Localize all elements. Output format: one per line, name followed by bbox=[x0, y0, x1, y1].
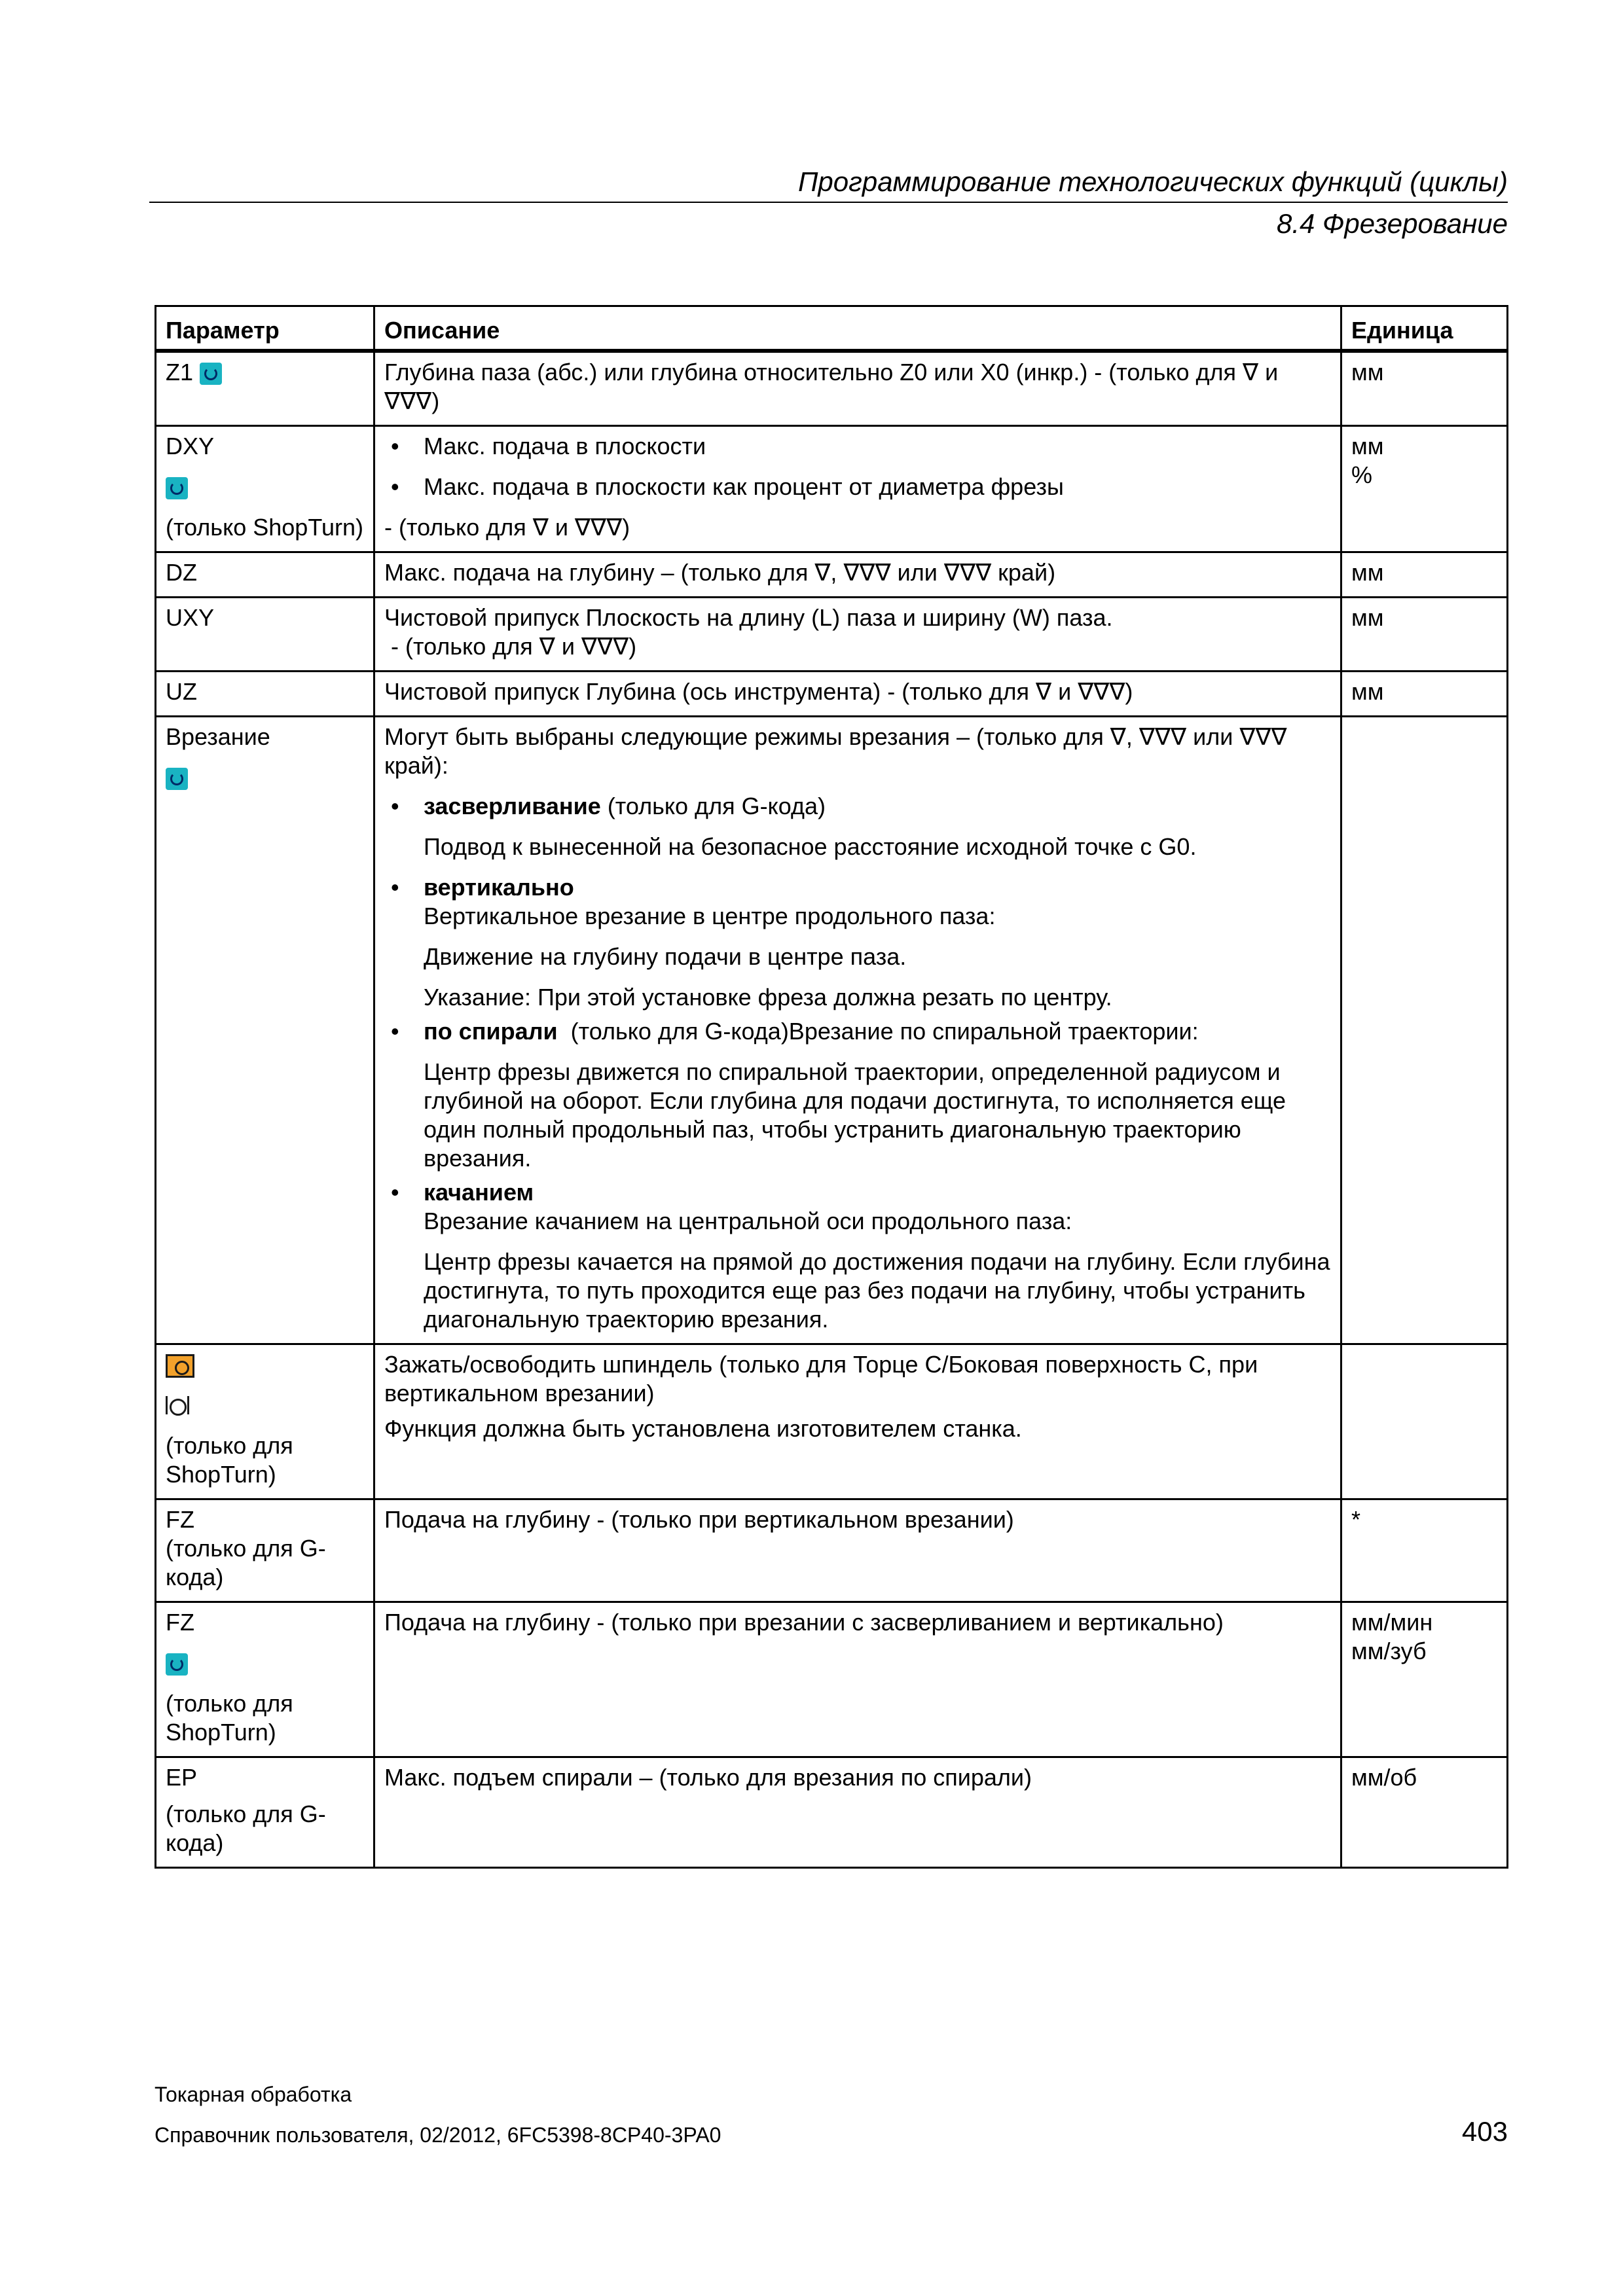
unit-cell bbox=[1341, 1602, 1508, 1757]
param-cell bbox=[156, 1344, 374, 1499]
unit-value: % bbox=[1351, 461, 1373, 488]
footer-document-reference: Справочник пользователя, 02/2012, 6FC5398-8CP40-3PA0 bbox=[155, 2123, 721, 2147]
table-row bbox=[156, 1757, 1508, 1868]
description-cell: Макс. подъем спирали – (только для врезания по спирали) bbox=[374, 1757, 1341, 1868]
column-header-param: Параметр bbox=[156, 306, 374, 351]
param-note: (только для ShopTurn) bbox=[166, 1432, 293, 1488]
shopturn-cycle-icon bbox=[166, 1653, 188, 1676]
mode-title: качанием bbox=[424, 1179, 534, 1206]
unit-value: мм bbox=[1351, 433, 1384, 459]
unit-cell: * bbox=[1341, 1499, 1508, 1602]
table-header-row bbox=[156, 306, 1508, 351]
description-cell bbox=[374, 426, 1341, 552]
unit-cell: мм bbox=[1341, 598, 1508, 672]
param-cell bbox=[156, 351, 374, 426]
table-row bbox=[156, 1499, 1508, 1602]
table-row bbox=[156, 552, 1508, 598]
description-text: Чистовой припуск Плоскость на длину (L) паза и ширину (W) паза. bbox=[384, 604, 1113, 631]
list-item bbox=[384, 1178, 1331, 1207]
description-cell: Подача на глубину - (только при вертикальном врезании) bbox=[374, 1499, 1341, 1602]
unit-cell bbox=[1341, 1344, 1508, 1499]
column-header-description: Описание bbox=[374, 306, 1341, 351]
unit-cell: мм bbox=[1341, 351, 1508, 426]
description-cell bbox=[374, 717, 1341, 1344]
shopturn-cycle-icon bbox=[200, 363, 222, 385]
description-text: Зажать/освободить шпиндель (только для Торце С/Боковая поверхность С, при вертикальном врезании) bbox=[384, 1351, 1258, 1407]
unit-value: мм/зуб bbox=[1351, 1638, 1427, 1664]
param-cell: DZ bbox=[156, 552, 374, 598]
table-row bbox=[156, 351, 1508, 426]
table-row bbox=[156, 1602, 1508, 1757]
list-item: • Макс. подача в плоскости как процент от диаметра фрезы bbox=[384, 473, 1331, 501]
list-item: • Макс. подача в плоскости bbox=[384, 432, 1331, 461]
unit-cell bbox=[1341, 717, 1508, 1344]
page-number: 403 bbox=[1461, 2116, 1508, 2147]
description-cell: Чистовой припуск Глубина (ось инструмента) - (только для ∇ и ∇∇∇) bbox=[374, 672, 1341, 717]
unit-cell: мм/об bbox=[1341, 1757, 1508, 1868]
mode-text: Вертикальное врезание в центре продольного паза: bbox=[424, 903, 996, 929]
param-cell bbox=[156, 1602, 374, 1757]
param-cell: UXY bbox=[156, 598, 374, 672]
param-note: (только для G-кода) bbox=[166, 1801, 326, 1856]
param-note: (только ShopTurn) bbox=[166, 514, 363, 541]
mode-text: Движение на глубину подачи в центре паза. bbox=[424, 943, 907, 970]
mode-text: Центр фрезы движется по спиральной траектории, определенной радиусом и глубиной на оборот. Если глубина для подачи достигнута, то исполняется еще один полный продольный паз, чтобы устранить диагональную траекторию врезания. bbox=[424, 1058, 1286, 1172]
param-name: DXY bbox=[166, 433, 215, 459]
mode-title: засверливание bbox=[424, 793, 601, 819]
spindle-clamp-icon bbox=[166, 1354, 194, 1378]
list-item bbox=[384, 873, 1331, 902]
spindle-unclamp-icon bbox=[166, 1396, 189, 1417]
param-name: FZ bbox=[166, 1506, 194, 1533]
mode-suffix: (только для G-кода) bbox=[600, 793, 826, 819]
table-row bbox=[156, 1344, 1508, 1499]
table-row bbox=[156, 598, 1508, 672]
param-name: Z1 bbox=[166, 359, 194, 386]
param-name: Врезание bbox=[166, 723, 270, 750]
description-text: Функция должна быть установлена изготовителем станка. bbox=[384, 1415, 1022, 1442]
restriction-text: - (только для ∇ и ∇∇∇) bbox=[384, 514, 630, 541]
description-cell: Макс. подача на глубину – (только для ∇, ∇∇∇ или ∇∇∇ край) bbox=[374, 552, 1341, 598]
mode-text: Врезание качанием на центральной оси продольного паза: bbox=[424, 1208, 1072, 1234]
description-cell bbox=[374, 598, 1341, 672]
param-cell: UZ bbox=[156, 672, 374, 717]
param-cell bbox=[156, 1757, 374, 1868]
param-cell bbox=[156, 426, 374, 552]
description-text: Могут быть выбраны следующие режимы врезания – (только для ∇, ∇∇∇ или ∇∇∇ край): bbox=[384, 723, 1287, 779]
description-cell: Подача на глубину - (только при врезании с засверливанием и вертикально) bbox=[374, 1602, 1341, 1757]
unit-cell: мм bbox=[1341, 672, 1508, 717]
param-name: FZ bbox=[166, 1609, 194, 1636]
table-row bbox=[156, 672, 1508, 717]
mode-text: Подвод к вынесенной на безопасное расстояние исходной точке с G0. bbox=[424, 833, 1197, 860]
footer-document-title: Токарная обработка bbox=[155, 2083, 352, 2106]
unit-value: мм/мин bbox=[1351, 1609, 1433, 1636]
param-note: (только для ShopTurn) bbox=[166, 1690, 293, 1746]
param-cell bbox=[156, 717, 374, 1344]
section-title: 8.4 Фрезерование bbox=[1276, 208, 1508, 239]
unit-cell: мм bbox=[1341, 552, 1508, 598]
mode-title: вертикально bbox=[424, 874, 574, 901]
restriction-text: - (только для ∇ и ∇∇∇) bbox=[384, 633, 637, 660]
parameter-table bbox=[155, 305, 1508, 1869]
column-header-unit: Единица bbox=[1341, 306, 1508, 351]
param-cell bbox=[156, 1499, 374, 1602]
mode-text: Указание: При этой установке фреза должна резать по центру. bbox=[424, 984, 1112, 1011]
param-note: (только для G-кода) bbox=[166, 1535, 326, 1590]
description-cell: Глубина паза (абс.) или глубина относительно Z0 или X0 (инкр.) - (только для ∇ и ∇∇∇) bbox=[374, 351, 1341, 426]
shopturn-cycle-icon bbox=[166, 477, 188, 499]
param-name: EP bbox=[166, 1764, 198, 1791]
unit-cell bbox=[1341, 426, 1508, 552]
list-item bbox=[384, 792, 1331, 821]
shopturn-cycle-icon bbox=[166, 768, 188, 790]
description-cell bbox=[374, 1344, 1341, 1499]
list-item bbox=[384, 1017, 1331, 1046]
mode-suffix: (только для G-кода)Врезание по спиральной траектории: bbox=[557, 1018, 1199, 1045]
mode-text: Центр фрезы качается на прямой до достижения подачи на глубину. Если глубина достигнута, то путь проходится еще раз без подачи на глубину, чтобы устранить диагональную траекторию врезания. bbox=[424, 1248, 1330, 1333]
table-row bbox=[156, 717, 1508, 1344]
mode-title: по спирали bbox=[424, 1018, 558, 1045]
table-row bbox=[156, 426, 1508, 552]
chapter-title: Программирование технологических функций (циклы) bbox=[149, 165, 1508, 203]
